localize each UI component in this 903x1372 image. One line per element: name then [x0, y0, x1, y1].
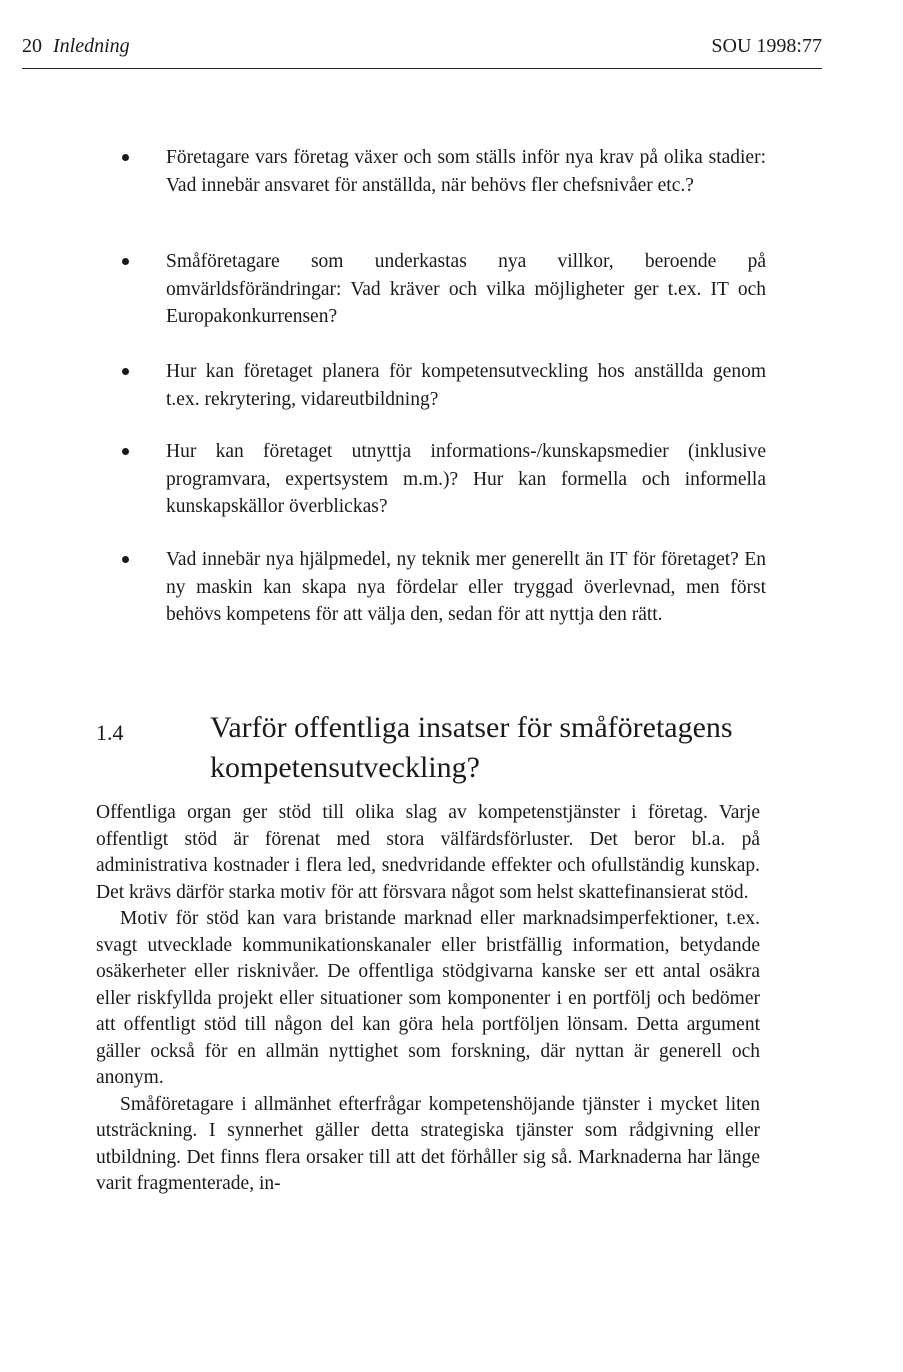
bullet-text: Vad innebär nya hjälpmedel, ny teknik mer generellt än IT för företaget? En ny maskin kan skapa nya fördelar eller tryggad överlevnad, men först behövs kompetens för att välja den, sedan för att nyttja den rätt.	[166, 549, 766, 625]
bullet-dot-icon	[122, 154, 129, 161]
section-heading	[96, 708, 796, 788]
bullet-item	[166, 248, 766, 331]
bullet-text: Företagare vars företag växer och som ställs inför nya krav på olika stadier: Vad innebär ansvaret för anställda, när behövs fler chefsnivåer etc.?	[166, 147, 766, 196]
paragraph: Småföretagare i allmänhet efterfrågar kompetenshöjande tjänster i mycket liten utsträckning. I synnerhet gäller detta strategiska tjänster som rådgivning eller utbildning. Det finns flera orsaker till att det förhåller sig så. Marknaderna har länge varit fragmenterade, in-	[96, 1093, 760, 1194]
bullet-item	[166, 546, 766, 629]
header-divider	[22, 68, 822, 69]
header-left	[22, 34, 130, 58]
bullet-dot-icon	[122, 258, 129, 265]
page-header	[22, 34, 822, 64]
report-id: SOU 1998:77	[711, 35, 822, 57]
bullet-dot-icon	[122, 368, 129, 375]
bullet-dot-icon	[122, 448, 129, 455]
page-number: 20	[22, 35, 42, 57]
bullet-text: Småföretagare som underkastas nya villkor, beroende på omvärldsförändringar: Vad kräver och vilka möjligheter ger t.ex. IT och Europakonkurrensen?	[166, 251, 766, 327]
running-section-name: Inledning	[53, 35, 130, 57]
paragraph: Offentliga organ ger stöd till olika slag av kompetenstjänster i företag. Varje offentligt stöd är förenat med stora välfärdsförluster. Det beror bl.a. på administrativa kostnader i flera led, snedvridande effekter och ofullständig kunskap. Det krävs därför starka motiv för att försvara något som helst skattefinansierat stöd.	[96, 802, 760, 903]
bullet-text: Hur kan företaget utnyttja informations-/kunskapsmedier (inklusive programvara, expertsystem m.m.)? Hur kan formella och informella kunskapskällor överblickas?	[166, 441, 766, 517]
bullet-text: Hur kan företaget planera för kompetensutveckling hos anställda genom t.ex. rekrytering, vidareutbildning?	[166, 361, 766, 410]
section-title: Varför offentliga insatser för småföretagens kompetensutveckling?	[210, 711, 733, 784]
bullet-item	[166, 144, 766, 199]
bullet-item	[166, 358, 766, 413]
paragraph: Motiv för stöd kan vara bristande marknad eller marknadsimperfektioner, t.ex. svagt utvecklade kommunikationskanaler eller bristfällig information, betydande osäkerheter eller risknivåer. De offentliga stödgivarna kanske ser ett antal osäkra eller riskfyllda projekt eller situationer som komponenter i en portfölj och bedömer att offentligt stöd till någon del kan göra hela portföljen lönsam. Detta argument gäller också för en allmän nyttighet som forskning, där nyttan är generell och anonym.	[96, 908, 760, 1088]
bullet-dot-icon	[122, 556, 129, 563]
section-number: 1.4	[96, 720, 124, 745]
bullet-item	[166, 438, 766, 521]
body-text	[96, 800, 760, 1198]
